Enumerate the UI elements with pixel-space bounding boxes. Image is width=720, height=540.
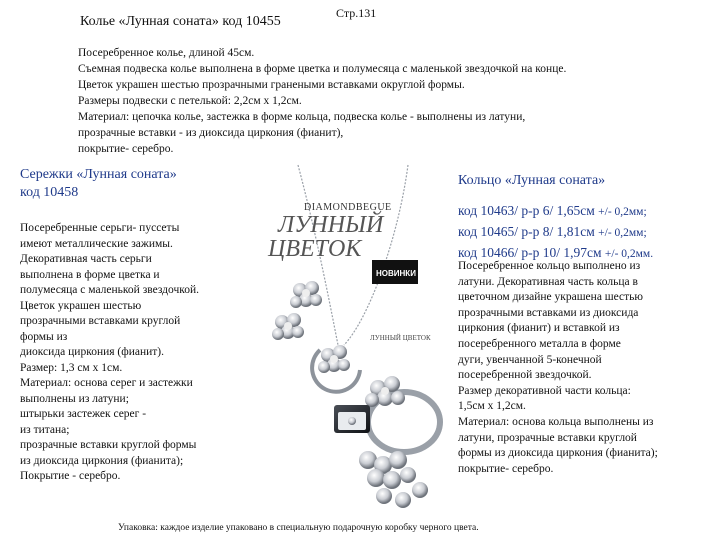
ring-tolerance: +/- 0,2мм; xyxy=(598,206,647,218)
earrings-line: Размер: 1,3 см х 1см. xyxy=(20,361,123,374)
ring-line: цветочном дизайне украшена шестью xyxy=(458,291,644,304)
ring-line: посеребренного металла в форме xyxy=(458,337,621,350)
earrings-code: код 10458 xyxy=(20,185,79,200)
ring xyxy=(365,376,440,452)
earrings-line: формы из xyxy=(20,330,68,343)
ring-line: покрытие- серебро. xyxy=(458,462,554,475)
earrings-line: Декоративная часть серьги xyxy=(20,253,152,265)
necklace-description xyxy=(78,45,718,157)
earrings-line: из диоксида циркония (фианита); xyxy=(20,454,184,467)
earrings-line: диоксида циркония (фианит). xyxy=(20,346,165,358)
product-photo xyxy=(258,160,454,525)
earrings-line: Посеребренные серьги- пуссеты xyxy=(20,222,180,234)
earrings-line: штырьки застежек серег - xyxy=(20,408,147,420)
earrings-line: выполнены из латуни; xyxy=(20,392,129,405)
necklace-title: Колье «Лунная соната» код 10455 xyxy=(80,14,281,29)
necklace-line: Посеребренное колье, длиной 45см. xyxy=(78,47,255,59)
packaging-note: Упаковка: каждое изделие упаковано в специальную подарочную коробку черного цвета. xyxy=(118,523,479,533)
ring-line: формы из диоксида циркония (фианита); xyxy=(458,447,658,460)
earrings-line: Материал: основа серег и застежки xyxy=(20,377,193,389)
ring-line: 1,5см х 1,2см. xyxy=(458,400,526,413)
earrings-description xyxy=(20,221,256,485)
earrings-line: выполнена в форме цветка и xyxy=(20,268,160,281)
product-photo-illustration xyxy=(258,160,454,525)
earrings-line: из титана; xyxy=(20,423,70,436)
ring-line: Материал: основа кольца выполнены из xyxy=(458,415,654,428)
photo-headline-1: ЛУННЫЙ xyxy=(278,212,384,238)
necklace-line: Цветок украшен шестью прозрачными гранеными вставками округлой формы. xyxy=(78,79,465,91)
earrings-line: Цветок украшен шестью xyxy=(20,299,142,312)
gift-box xyxy=(334,405,370,433)
earrings-line: прозрачные вставки круглой формы xyxy=(20,439,197,451)
ring-line: латуни. Декоративная часть кольца в xyxy=(458,275,638,288)
ring-line: Посеребренное кольцо выполнено из xyxy=(458,260,641,272)
ring-line: посеребренной звездочкой. xyxy=(458,369,592,382)
ring-line: циркония (фианит) и вставкой из xyxy=(458,322,620,335)
necklace-line: Размеры подвески с петелькой: 2,2см х 1,2см. xyxy=(78,95,302,107)
photo-headline-2: ЦВЕТОК xyxy=(268,236,362,262)
ring-tolerance: +/- 0,2мм; xyxy=(598,227,647,239)
necklace-line: покрытие- серебро. xyxy=(78,143,174,155)
earrings-title-line: Сережки «Лунная соната» xyxy=(20,167,177,182)
earring-left xyxy=(290,281,322,308)
ring-title: Кольцо «Лунная соната» xyxy=(458,173,606,188)
pendant xyxy=(312,345,360,392)
ring-code: код 10463/ р-р 6/ 1,65см xyxy=(458,203,595,218)
ring-code: код 10465/ р-р 8/ 1,81см xyxy=(458,224,595,239)
necklace-line: прозрачные вставки - из диоксида циркония (фианит), xyxy=(78,127,344,139)
page-number: Стр.131 xyxy=(336,6,377,20)
ring-description xyxy=(458,259,716,477)
ring-line: прозрачными вставками из диоксида xyxy=(458,306,639,319)
ring-tolerance: +/- 0,2мм. xyxy=(604,248,654,260)
ring-codes xyxy=(458,201,653,264)
ring-line: Размер декоративной части кольца: xyxy=(458,384,631,397)
earrings-line: Покрытие - серебро. xyxy=(20,470,121,482)
ring-code-row xyxy=(458,222,653,243)
decor-flowers xyxy=(359,451,428,508)
photo-brand: DIAMONDBEGUE xyxy=(304,202,392,213)
necklace-line: Съемная подвеска колье выполнена в форме цветка и полумесяца с маленькой звездочкой на конце. xyxy=(78,63,567,75)
ring-line: латуни, прозрачные вставки круглой xyxy=(458,431,637,444)
ring-code-row xyxy=(458,201,653,222)
necklace-line: Материал: цепочка колье, застежка в форме кольца, подвеска колье - выполнены из латуни, xyxy=(78,111,526,123)
earrings-line: полумесяца с маленькой звездочкой. xyxy=(20,284,200,296)
ring-code: код 10466/ р-р 10/ 1,97см xyxy=(458,245,602,260)
ring-line: дуги, увенчанной 5-конечной xyxy=(458,353,602,366)
earrings-title xyxy=(20,166,177,202)
earrings-line: прозрачными вставками круглой xyxy=(20,315,181,327)
earrings-line: имеют металлические зажимы. xyxy=(20,237,173,250)
earring-right xyxy=(272,313,304,340)
badge-text: НОВИНКИ xyxy=(376,269,416,278)
photo-caption: ЛУННЫЙ ЦВЕТОК xyxy=(370,334,431,342)
